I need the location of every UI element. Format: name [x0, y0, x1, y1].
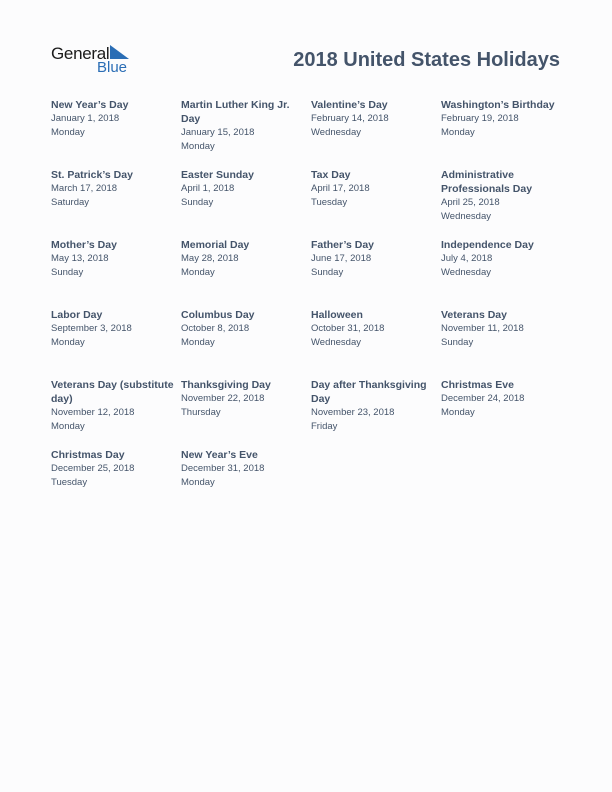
- holiday-name: Columbus Day: [181, 309, 255, 321]
- holiday-name: Valentine’s Day: [311, 99, 388, 111]
- holiday-name: New Year’s Day: [51, 99, 129, 111]
- holiday-date: December 25, 2018: [51, 463, 135, 474]
- holiday-date: June 17, 2018: [311, 253, 372, 264]
- holiday-weekday: Monday: [181, 140, 215, 152]
- holiday-entry: [51, 378, 181, 448]
- holiday-name: Labor Day: [51, 309, 103, 321]
- holiday-name: Memorial Day: [181, 239, 250, 251]
- holiday-entry: [311, 378, 441, 448]
- holiday-weekday: Wednesday: [441, 266, 491, 278]
- holiday-weekday: Tuesday: [311, 196, 348, 208]
- holiday-name: Tax Day: [311, 169, 351, 181]
- holiday-entry: [181, 98, 311, 168]
- holiday-weekday: Monday: [51, 420, 85, 432]
- holiday-weekday: Monday: [441, 406, 475, 418]
- holiday-weekday: Monday: [51, 336, 85, 348]
- holiday-entry: [51, 168, 181, 238]
- holiday-weekday: Wednesday: [311, 126, 361, 138]
- holiday-name: Thanksgiving Day: [181, 379, 271, 391]
- holiday-name: Easter Sunday: [181, 169, 254, 181]
- holiday-weekday: Monday: [181, 476, 215, 488]
- holiday-entry: [181, 448, 311, 518]
- holiday-date: December 31, 2018: [181, 463, 265, 474]
- holiday-entry: [311, 238, 441, 308]
- holiday-weekday: Sunday: [181, 196, 214, 208]
- holiday-weekday: Wednesday: [441, 210, 491, 222]
- holiday-date: January 15, 2018: [181, 127, 255, 138]
- holiday-entry: [181, 168, 311, 238]
- holiday-entry: [181, 378, 311, 448]
- holiday-entry: [181, 238, 311, 308]
- holiday-name: Veterans Day (substitute day): [51, 379, 174, 405]
- holiday-entry: [181, 308, 311, 378]
- holiday-weekday: Tuesday: [51, 476, 88, 488]
- holiday-date: July 4, 2018: [441, 253, 493, 264]
- holiday-entry: [441, 238, 566, 308]
- holiday-entry: [51, 308, 181, 378]
- logo-word-blue: Blue: [97, 59, 128, 76]
- holiday-name: Independence Day: [441, 239, 534, 251]
- holiday-date: November 12, 2018: [51, 407, 135, 418]
- holiday-weekday: Friday: [311, 420, 338, 432]
- holiday-name: Administrative Professionals Day: [441, 169, 533, 195]
- holiday-date: December 24, 2018: [441, 393, 525, 404]
- holiday-date: February 19, 2018: [441, 113, 519, 124]
- holiday-grid: [51, 98, 566, 518]
- holiday-name: Christmas Day: [51, 449, 125, 461]
- holiday-entry: [311, 308, 441, 378]
- holiday-entry: [441, 308, 566, 378]
- holiday-weekday: Sunday: [311, 266, 344, 278]
- holiday-date: January 1, 2018: [51, 113, 120, 124]
- holiday-name: Martin Luther King Jr. Day: [181, 99, 290, 125]
- holiday-weekday: Thursday: [181, 406, 221, 418]
- holiday-weekday: Wednesday: [311, 336, 361, 348]
- holiday-name: St. Patrick’s Day: [51, 169, 133, 181]
- holiday-entry: [311, 98, 441, 168]
- holiday-entry: [441, 98, 566, 168]
- holiday-name: Halloween: [311, 309, 363, 321]
- logo-word-general: General: [51, 44, 110, 63]
- holiday-date: September 3, 2018: [51, 323, 132, 334]
- holiday-entry: [441, 168, 566, 238]
- holiday-name: Father’s Day: [311, 239, 375, 251]
- holiday-date: April 1, 2018: [181, 183, 235, 194]
- holiday-date: October 8, 2018: [181, 323, 250, 334]
- generalblue-logo: [51, 44, 141, 78]
- holiday-entry: [51, 238, 181, 308]
- holiday-date: April 17, 2018: [311, 183, 370, 194]
- holiday-weekday: Monday: [181, 336, 215, 348]
- holiday-date: February 14, 2018: [311, 113, 389, 124]
- holiday-name: Day after Thanksgiving Day: [311, 379, 427, 405]
- holiday-name: Washington’s Birthday: [441, 99, 555, 111]
- holiday-weekday: Monday: [51, 126, 85, 138]
- holiday-weekday: Saturday: [51, 196, 90, 208]
- holiday-weekday: Sunday: [51, 266, 84, 278]
- holiday-name: New Year’s Eve: [181, 449, 258, 461]
- holiday-date: April 25, 2018: [441, 197, 500, 208]
- holiday-date: November 11, 2018: [441, 323, 524, 334]
- holiday-name: Christmas Eve: [441, 379, 514, 391]
- holiday-entry: [51, 448, 181, 518]
- holiday-weekday: Monday: [181, 266, 215, 278]
- holiday-name: Mother’s Day: [51, 239, 117, 251]
- holiday-date: November 23, 2018: [311, 407, 395, 418]
- page-title: 2018 United States Holidays: [293, 49, 560, 71]
- holiday-entry: [441, 378, 566, 448]
- holiday-name: Veterans Day: [441, 309, 507, 321]
- holiday-date: May 13, 2018: [51, 253, 109, 264]
- holiday-date: November 22, 2018: [181, 393, 265, 404]
- holiday-date: March 17, 2018: [51, 183, 118, 194]
- holiday-date: May 28, 2018: [181, 253, 239, 264]
- holiday-date: October 31, 2018: [311, 323, 385, 334]
- holiday-entry: [311, 168, 441, 238]
- holiday-entry: [51, 98, 181, 168]
- holiday-weekday: Monday: [441, 126, 475, 138]
- holiday-weekday: Sunday: [441, 336, 474, 348]
